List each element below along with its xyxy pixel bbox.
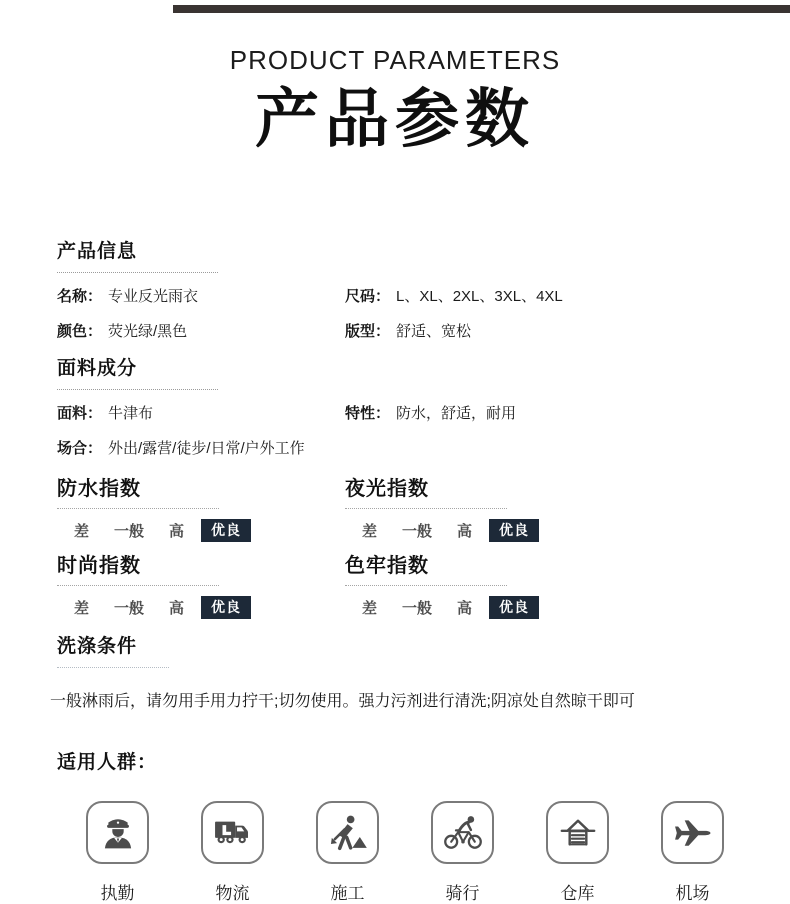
audience-label: 执勤 <box>100 884 135 903</box>
audience-title: 适用人群： <box>57 752 158 773</box>
field-value: 外出/露营/徒步/日常/户外工作 <box>108 440 305 457</box>
field-value: 防水，舒适，耐用 <box>396 405 517 422</box>
rating-scale <box>57 519 345 542</box>
scale-label-average: 一般 <box>402 600 433 617</box>
scale-label-high: 高 <box>169 600 185 617</box>
audience-item-warehouse <box>520 801 635 904</box>
delivery-truck-icon <box>201 801 264 864</box>
scale-label-average: 一般 <box>402 523 433 540</box>
audience-item-cycling <box>405 801 520 904</box>
field-value: L、XL、2XL、3XL、4XL <box>396 288 563 305</box>
page-title: 产品参数 <box>255 83 535 155</box>
field-label: 版型： <box>345 323 391 340</box>
section-title: 洗涤条件 <box>57 635 169 668</box>
field-name <box>57 287 345 307</box>
rating-badge-excellent: 优良 <box>489 519 539 542</box>
empty-cell <box>345 439 750 459</box>
scale-label-high: 高 <box>457 600 473 617</box>
audience-item-duty <box>60 801 175 904</box>
rating-indices <box>57 477 750 619</box>
section-washing <box>50 635 750 713</box>
index-fashion <box>57 554 345 619</box>
field-occasions <box>57 439 345 459</box>
audience-row <box>60 801 750 904</box>
scale-label-poor: 差 <box>362 523 378 540</box>
field-label: 场合： <box>57 440 103 457</box>
field-value: 荧光绿/黑色 <box>108 323 188 340</box>
field-value: 牛津布 <box>108 405 154 422</box>
scale-label-high: 高 <box>169 523 185 540</box>
field-value: 专业反光雨衣 <box>108 288 199 305</box>
rating-badge-excellent: 优良 <box>489 596 539 619</box>
airplane-icon <box>661 801 724 864</box>
index-waterproof <box>57 477 345 542</box>
field-label: 面料： <box>57 405 103 422</box>
field-features <box>345 404 750 424</box>
scale-label-poor: 差 <box>362 600 378 617</box>
rating-scale <box>345 596 750 619</box>
audience-item-airport <box>635 801 750 904</box>
field-value: 舒适、宽松 <box>396 323 472 340</box>
audience-label: 机场 <box>675 884 710 903</box>
audience-label: 物流 <box>215 884 250 903</box>
index-title: 时尚指数 <box>57 554 219 586</box>
field-size <box>345 287 750 307</box>
index-title: 夜光指数 <box>345 477 507 509</box>
header-subtitle-en: PRODUCT PARAMETERS <box>229 45 561 75</box>
index-colorfastness <box>345 554 750 619</box>
field-label: 尺码： <box>345 288 391 305</box>
construction-worker-icon <box>316 801 379 864</box>
content-area <box>0 240 790 904</box>
audience-label: 骑行 <box>445 884 480 903</box>
field-color <box>57 322 345 342</box>
page-header <box>0 0 790 154</box>
section-title: 产品信息 <box>57 240 218 273</box>
index-title: 防水指数 <box>57 477 219 509</box>
fabric-rows <box>57 404 750 459</box>
audience-item-construction <box>290 801 405 904</box>
field-label: 颜色： <box>57 323 103 340</box>
scale-label-poor: 差 <box>74 600 90 617</box>
section-title: 面料成分 <box>57 357 218 390</box>
police-icon <box>86 801 149 864</box>
scale-label-average: 一般 <box>114 600 145 617</box>
audience-label: 施工 <box>330 884 365 903</box>
section-product-info <box>57 240 750 342</box>
rating-badge-excellent: 优良 <box>201 596 251 619</box>
top-accent-bar <box>173 5 790 13</box>
product-info-rows <box>57 287 750 342</box>
audience-item-logistics <box>175 801 290 904</box>
index-luminous <box>345 477 750 542</box>
cyclist-icon <box>431 801 494 864</box>
washing-instructions: 一般淋雨后，请勿用手用力拧干;切勿使用。强力污剂进行清洗;阴凉处自然晾干即可 <box>50 693 635 710</box>
scale-label-average: 一般 <box>114 523 145 540</box>
field-label: 特性： <box>345 405 391 422</box>
field-fit <box>345 322 750 342</box>
rating-badge-excellent: 优良 <box>201 519 251 542</box>
field-fabric <box>57 404 345 424</box>
field-label: 名称： <box>57 288 103 305</box>
section-fabric <box>57 357 750 459</box>
scale-label-high: 高 <box>457 523 473 540</box>
warehouse-icon <box>546 801 609 864</box>
rating-scale <box>345 519 750 542</box>
scale-label-poor: 差 <box>74 523 90 540</box>
rating-scale <box>57 596 345 619</box>
audience-label: 仓库 <box>560 884 595 903</box>
index-title: 色牢指数 <box>345 554 507 586</box>
